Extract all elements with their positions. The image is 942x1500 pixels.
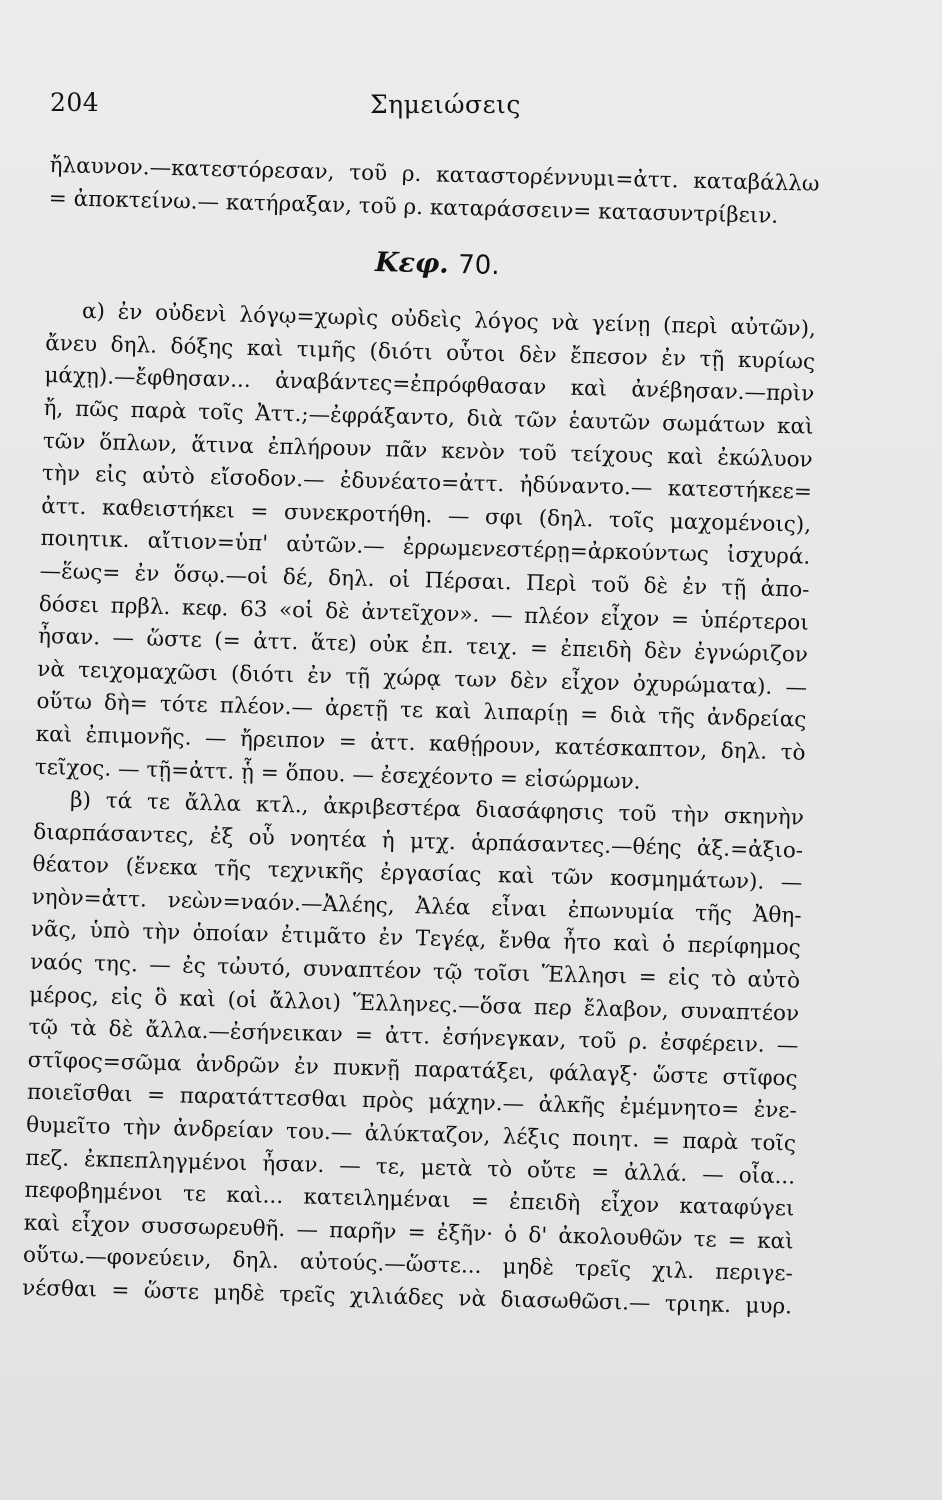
text-line: ναός της. — ἐς τὠυτό, συναπτέον τῷ τοῖσι Ἕλλησι = εἰς τὸ αὐτὸ xyxy=(29,949,801,994)
chapter-number: 70. xyxy=(457,250,500,282)
text-line: ἤ, πῶς παρὰ τοῖς Ἀττ.;—ἐφράξαντο, διὰ τῶν ἑαυτῶν σωμάτων καὶ xyxy=(43,395,814,440)
text-line: ἀττ. καθειστήκει = συνεκροτήθη. — σφι (δηλ. τοῖς μαχομένοις), xyxy=(40,493,812,538)
text-line: θυμεῖτο τὴν ἀνδρείαν του.— ἀλύκταζον, λέξις ποιητ. = παρὰ τοῖς xyxy=(25,1112,797,1157)
text-line: δόσει πρβλ. κεφ. 63 «οἱ δὲ ἀντεῖχον». — πλέον εἶχον = ὑπέρτεροι xyxy=(38,591,809,636)
page-header xyxy=(50,88,810,128)
text-line: τῶν ὅπλων, ἅτινα ἐπλήρουν πᾶν κενὸν τοῦ τείχους καὶ ἐκώλυον xyxy=(42,428,813,473)
text-line: τὴν εἰς αὐτὸ εἴσοδον.— ἐδυνέατο=ἀττ. ἠδύναντο.— κατεστήκεε= xyxy=(41,461,813,505)
text-line: ποιητικ. αἴτιον=ὑπ' αὐτῶν.— ἐρρωμενεστέρῃ=ἀρκούντως ἰσχυρά. xyxy=(40,526,811,571)
text-line: καὶ εἶχον συσσωρευθῆ. — παρῆν = ἐξῆν· ὁ δ' ἀκολουθῶν τε = καὶ xyxy=(23,1210,794,1255)
text-line: μάχῃ).—ἔφθησαν... ἀναβάντες=ἐπρόφθασαν καὶ ἀνέβησαν.—πρὶν xyxy=(44,363,815,408)
text-line: ἦσαν. — ὥστε (= ἀττ. ἅτε) οὐκ ἐπ. τειχ. = ἐπειδὴ δὲν ἐγνώριζον xyxy=(37,623,809,668)
text-line: νὰ τειχομαχῶσι (διότι ἐν τῇ χώρᾳ των δὲν εἶχον ὀχυρώματα). — xyxy=(37,656,808,701)
text-line: μέρος, εἰς ὃ καὶ (οἱ ἄλλοι) Ἕλληνες.—ὅσα περ ἔλαβον, συναπτέον xyxy=(29,982,800,1027)
text-line: οὕτω δὴ= τότε πλέον.— ἀρετῇ τε καὶ λιπαρίῃ = διὰ τῆς ἀνδρείας xyxy=(36,689,807,733)
text-line: καὶ ἐπιμονῆς. — ἤρειπον = ἀττ. καθῄρουν, κατέσκαπτον, δηλ. τὸ xyxy=(35,721,806,766)
text-line: στῖφος=σῶμα ἀνδρῶν ἐν πυκνῇ παρατάξει, φάλαγξ· ὥστε στῖφος xyxy=(27,1047,798,1092)
text-line: θέατον (ἕνεκα τῆς τεχνικῆς ἐργασίας καὶ τῶν κοσμημάτων). — xyxy=(32,852,803,896)
text-line: β) τά τε ἄλλα κτλ., ἀκριβεστέρα διασάφησις τοῦ τὴν σκηνὴν xyxy=(69,787,805,831)
text-line: = ἀποκτείνω.— κατήραξαν, τοῦ ρ. καταράσσειν= κατασυντρίβειν. xyxy=(48,185,779,229)
text-line: διαρπάσαντες, ἐξ οὗ νοητέα ἡ μτχ. ἁρπάσαντες.—θέης ἀξ.=ἀξιο- xyxy=(33,819,804,864)
running-head: Σημειώσεις xyxy=(370,90,521,119)
chapter-label: Κεφ. xyxy=(374,247,450,280)
text-line: πεζ. ἐκπεπληγμένοι ἦσαν. — τε, μετὰ τὸ οὔτε = ἀλλά. — οἷα... xyxy=(25,1145,796,1190)
text-line: νᾶς, ὑπὸ τὴν ὁποίαν ἐτιμᾶτο ἐν Τεγέᾳ, ἔνθα ἦτο καὶ ὁ περίφημος xyxy=(30,917,802,962)
text-line: νέσθαι = ὥστε μηδὲ τρεῖς χιλιάδες νὰ διασωθῶσι.— τριηκ. μυρ. xyxy=(21,1275,793,1320)
text-line: νηὸν=ἀττ. νεὼν=ναόν.—Ἀλέης, Ἀλέα εἶναι ἐπωνυμία τῆς Ἀθη- xyxy=(31,884,802,929)
text-line: α) ἐν οὐδενὶ λόγῳ=χωρὶς οὐδεὶς λόγος νὰ γείνῃ (περὶ αὐτῶν), xyxy=(81,299,817,342)
text-line: —ἕως= ἐν ὅσῳ.—οἱ δέ, δηλ. οἱ Πέρσαι. Περὶ τοῦ δὲ ἐν τῇ ἀπο- xyxy=(39,558,810,603)
page-number: 204 xyxy=(50,88,100,117)
text-line: ποιεῖσθαι = παρατάττεσθαι πρὸς μάχην.— ἀλκῆς ἐμέμνητο= ἐνε- xyxy=(26,1080,798,1124)
text-line: τεῖχος. — τῇ=ἀττ. ᾗ = ὅπου. — ἐσεχέοντο = εἰσώρμων. xyxy=(34,754,641,795)
text-line: τῷ τὰ δὲ ἄλλα.—ἐσήνεικαν = ἀττ. ἐσήνεγκαν, τοῦ ρ. ἐσφέρειν. — xyxy=(28,1014,799,1059)
text-line: οὕτω.—φονεύειν, δηλ. αὐτούς.—ὥστε... μηδὲ τρεῖς χιλ. περιγε- xyxy=(22,1243,794,1287)
text-line: ἄνευ δηλ. δόξης καὶ τιμῆς (διότι οὗτοι δὲν ἔπεσον ἐν τῇ κυρίως xyxy=(44,330,816,375)
notes-text xyxy=(18,150,820,1468)
text-line: ἤλαυνον.—κατεστόρεσαν, τοῦ ρ. καταστορέννυμι=ἀττ. καταβάλλω xyxy=(49,152,820,197)
text-line: πεφοβημένοι τε καὶ... κατειλημέναι = ἐπειδὴ εἶχον καταφύγει xyxy=(24,1177,795,1222)
